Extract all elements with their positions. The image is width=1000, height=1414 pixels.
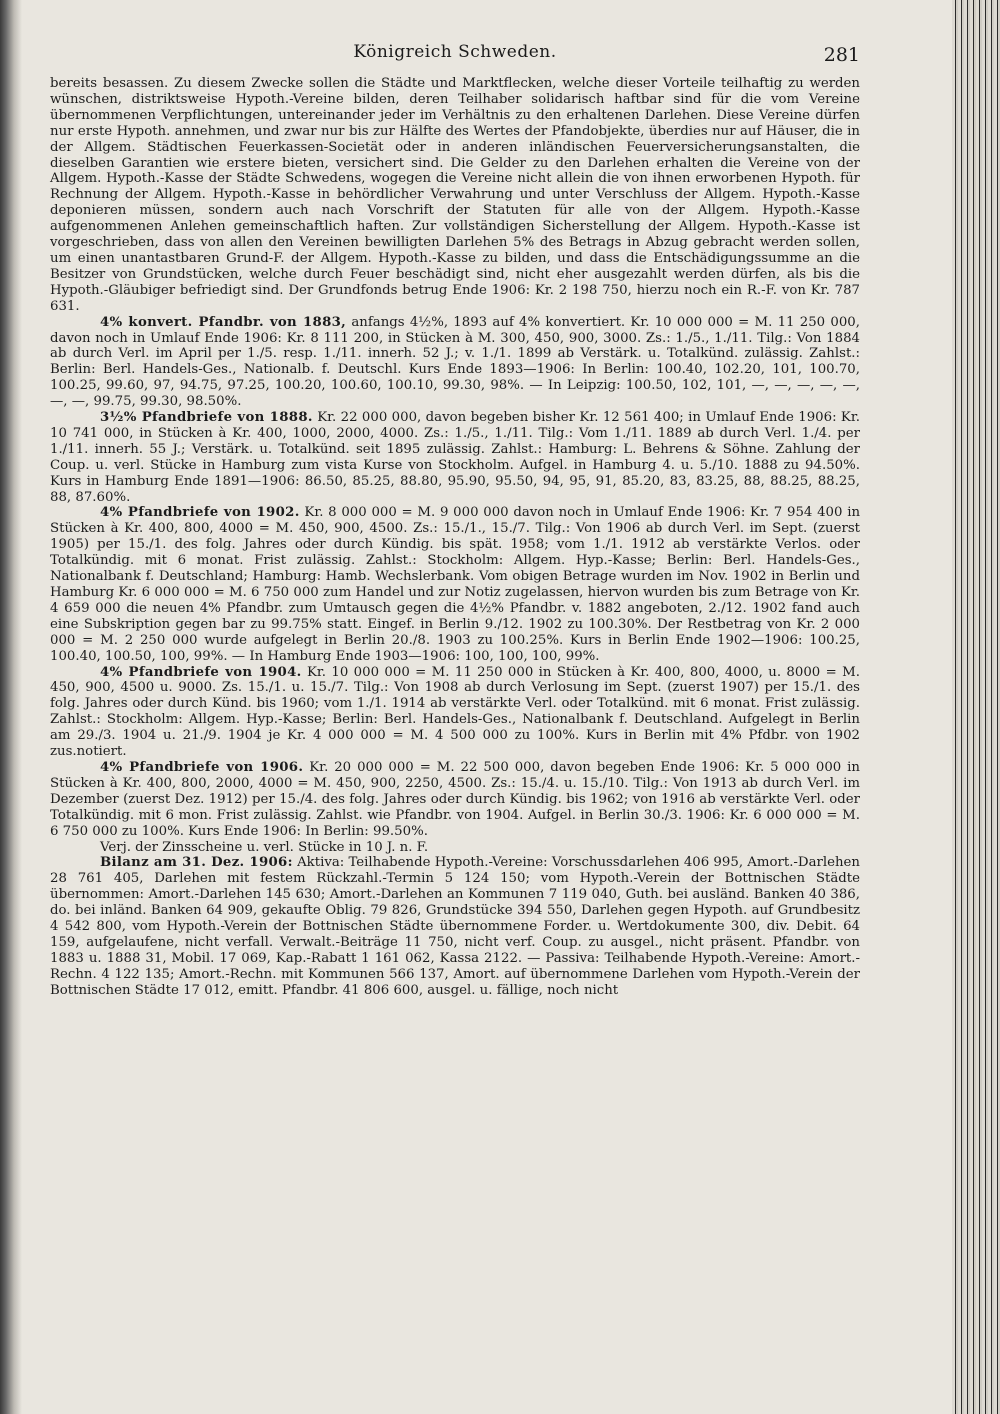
paragraph-pfandbr-1883 xyxy=(50,315,860,410)
paragraph-text: anfangs 4½%, 1893 auf 4% konvertiert. Kr. 10 000 000 = M. 11 250 000, davon noch in Umlauf Ende 1906: Kr. 8 111 200, in Stücken à M. 300, 450, 900, 3000. Zs.: 1./5., 1./11. Tilg.: Von 1884 ab durch Verl. im April per 1./5. resp. 1./11. innerh. 52 J.; v. 1./1. 1899 ab Verstärk. u. Totalkünd. zulässig. Zahlst.: Berlin: Berl. Handels-Ges., Nationalb. f. Deutschl. Kurs Ende 1893—1906: In Berlin: 100.40, 102.20, 101, 100.70, 100.25, 99.60, 97, 94.75, 97.25, 100.20, 100.60, 100.10, 99.30, 98%. — In Leipzig: 100.50, 102, 101, —, —, —, —, —, —, —, 99.75, 99.30, 98.50%. xyxy=(50,314,860,410)
paragraph-text: Kr. 8 000 000 = M. 9 000 000 davon noch in Umlauf Ende 1906: Kr. 7 954 400 in Stücken à Kr. 400, 800, 4000 = M. 450, 900, 4500. Zs.: 15./1., 15./7. Tilg.: Von 1906 ab durch Verl. im Sept. (zuerst 1905) per 15./1. des folg. Jahres oder durch Kündig. bis spät. 1958; vom 1./1. 1912 ab verstärkte Verlos. oder Totalkündig. mit 6 monat. Frist zulässig. Zahlst.: Stockholm: Allgem. Hyp.-Kasse; Berlin: Berl. Handels-Ges., Nationalbank f. Deutschland; Hamburg: Hamb. Wechslerbank. Vom obigen Betrage wurden im Nov. 1902 in Berlin und Hamburg Kr. 6 000 000 = M. 6 750 000 zum Handel und zur Notiz zugelassen, hiervon wurden bis zum Betrage von Kr. 4 659 000 die neuen 4% Pfandbr. zum Umtausch gegen die 4½% Pfandbr. v. 1882 angeboten, 2./12. 1902 fand auch eine Subskription gegen bar zu 99.75% statt. Eingef. in Berlin 9./12. 1902 zu 100.30%. Der Restbetrag von Kr. 2 000 000 = M. 2 250 000 wurde aufgelegt in Berlin 20./8. 1903 zu 100.25%. Kurs in Berlin Ende 1902—1906: 100.25, 100.40, 100.50, 100, 99%. — In Hamburg Ende 1903—1906: 100, 100, 100, 99%. xyxy=(50,505,861,664)
section-heading: 3½% Pfandbriefe von 1888. xyxy=(100,410,313,426)
page-number: 281 xyxy=(823,44,860,66)
section-heading: 4% Pfandbriefe von 1904. xyxy=(100,664,302,680)
paragraph-text: Verj. der Zinsscheine u. verl. Stücke in 10 J. n. F. xyxy=(100,839,429,855)
section-heading: 4% Pfandbriefe von 1906. xyxy=(100,759,304,775)
paragraph-intro xyxy=(50,76,860,315)
section-heading: 4% Pfandbriefe von 1902. xyxy=(100,505,300,521)
section-heading: 4% konvert. Pfandbr. von 1883, xyxy=(100,314,347,330)
paragraph-pfandbriefe-1906 xyxy=(50,760,860,840)
paragraph-text: Kr. 10 000 000 = M. 11 250 000 in Stücken à Kr. 400, 800, 4000, u. 8000 = M. 450, 900, 4500 u. 9000. Zs. 15./1. u. 15./7. Tilg.: Von 1908 ab durch Verlosung im Sept. (zuerst 1907) per 15./1. des folg. Jahres oder durch Künd. bis 1960; vom 1./1. 1914 ab verstärkte Verl. oder Totalkünd. mit 6 monat. Frist zulässig. Zahlst.: Stockholm: Allgem. Hyp.-Kasse; Berlin: Berl. Handels-Ges., Nationalbank f. Deutschland. Aufgelegt in Berlin am 29./3. 1904 u. 21./9. 1904 je Kr. 4 000 000 = M. 4 500 000 zu 100%. Kurs in Berlin mit 4% Pfdbr. von 1902 zus.notiert. xyxy=(50,664,860,760)
section-heading: Bilanz am 31. Dez. 1906: xyxy=(100,855,293,871)
paragraph-bilanz xyxy=(50,855,860,998)
paragraph-text: Aktiva: Teilhabende Hypoth.-Vereine: Vorschussdarlehen 406 995, Amort.-Darlehen 28 761 405, Darlehen mit festem Rückzahl.-Termin 5 124 150; vom Hypoth.-Verein der Bottnischen Städte übernommen: Amort.-Darlehen 145 630; Amort.-Darlehen an Kommunen 7 119 040, Guth. bei ausländ. Banken 40 386, do. bei inländ. Banken 64 909, gekaufte Oblig. 79 826, Grundstücke 394 550, Darlehen gegen Hypoth. auf Grundbesitz 4 542 800, vom Hypoth.-Verein der Bottnischen Städte übernommene Forder. u. Wertdokumente 300, div. Debit. 64 159, aufgelaufene, nicht verfall. Verwalt.-Beiträge 11 750, nicht verf. Coup. zu ausgel., nicht präsent. Pfandbr. von 1883 u. 1888 31, Mobil. 17 069, Kap.-Rabatt 1 161 062, Kassa 2122. — Passiva: Teilhabende Hypoth.-Vereine: Amort.-Rechn. 4 122 135; Amort.-Rechn. mit Kommunen 566 137, Amort. auf übernommene Darlehen vom Hypoth.-Verein der Bottnischen Städte 17 012, emitt. Pfandbr. 41 806 600, ausgel. u. fällige, noch nicht xyxy=(50,855,860,998)
running-title: Königreich Schweden. xyxy=(353,42,557,62)
running-head xyxy=(50,36,860,76)
paragraph-pfandbriefe-1904 xyxy=(50,665,860,760)
book-page xyxy=(50,36,860,999)
paragraph-text: Kr. 22 000 000, davon begeben bisher Kr. 12 561 400; in Umlauf Ende 1906: Kr. 10 741 000, in Stücken à Kr. 400, 1000, 2000, 4000. Zs.: 1./5., 1./11. Tilg.: Vom 1./11. 1889 ab durch Verl. 1./4. per 1./11. innerh. 55 J.; Verstärk. u. Totalkünd. seit 1895 zulässig. Zahlst.: Hamburg: L. Behrens & Söhne. Zahlung der Coup. u. verl. Stücke in Hamburg zum vista Kurse von Stockholm. Aufgel. in Hamburg 4. u. 5./10. 1888 zu 94.50%. Kurs in Hamburg Ende 1891—1906: 86.50, 85.25, 88.80, 95.90, 95.50, 94, 95, 91, 85.20, 83, 83.25, 88, 88.25, 88.25, 88, 87.60%. xyxy=(50,410,860,505)
scan-left-edge xyxy=(0,0,22,1414)
paragraph-verjaehrung xyxy=(50,840,860,856)
scan-right-edge xyxy=(952,0,1000,1414)
paragraph-text: Kr. 20 000 000 = M. 22 500 000, davon begeben Ende 1906: Kr. 5 000 000 in Stücken à Kr. 400, 800, 2000, 4000 = M. 450, 900, 2250, 4500. Zs.: 15./4. u. 15./10. Tilg.: Von 1913 ab durch Verl. im Dezember (zuerst Dez. 1912) per 15./4. des folg. Jahres oder durch Kündig. bis 1962; von 1916 ab verstärkte Verl. oder Totalkündig. mit 6 mon. Frist zulässig. Zahlst. wie Pfandbr. von 1904. Aufgel. in Berlin 30./3. 1906: Kr. 6 000 000 = M. 6 750 000 zu 100%. Kurs Ende 1906: In Berlin: 99.50%. xyxy=(50,759,860,839)
paragraph-text: bereits besassen. Zu diesem Zwecke sollen die Städte und Marktflecken, welche dieser Vorteile teilhaftig zu werden wünschen, distriktsweise Hypoth.-Vereine bilden, deren Teilhaber solidarisch haftbar sind für die vom Vereine übernommenen Verpflichtungen, untereinander jeder im Verhältnis zu den erhaltenen Darlehen. Diese Vereine dürfen nur erste Hypoth. annehmen, und zwar nur bis zur Hälfte des Wertes der Pfandobjekte, überdies nur auf Häuser, die in der Allgem. Städtischen Feuerkassen-Societät oder in anderen inländischen Feuerversicherungsanstalten, die dieselben Garantien wie erstere bieten, versichert sind. Die Gelder zu den Darlehen erhalten die Vereine von der Allgem. Hypoth.-Kasse der Städte Schwedens, wogegen die Vereine nicht allein die von ihnen erworbenen Hypoth. für Rechnung der Allgem. Hypoth.-Kasse in behördlicher Verwahrung und unter Verschluss der Allgem. Hypoth.-Kasse deponieren müssen, sondern auch nach Vorschrift der Statuten für alle von der Allgem. Hypoth.-Kasse aufgenommenen Anlehen gemeinschaftlich haften. Zur vollständigen Sicherstellung der Allgem. Hypoth.-Kasse ist vorgeschrieben, dass von allen den Vereinen bewilligten Darlehen 5% des Betrags in Abzug gebracht werden sollen, um einen unantastbaren Grund-F. der Allgem. Hypoth.-Kasse zu bilden, und dass die Entschädigungssumme an die Besitzer von Grundstücken, welche durch Feuer beschädigt sind, nicht eher ausgezahlt werden dürfen, als bis die Hypoth.-Gläubiger befriedigt sind. Der Grundfonds betrug Ende 1906: Kr. 2 198 750, hierzu noch ein R.-F. von Kr. 787 631. xyxy=(50,76,860,314)
body-text xyxy=(50,76,860,999)
paragraph-pfandbriefe-1888 xyxy=(50,410,860,505)
paragraph-pfandbriefe-1902 xyxy=(50,505,860,664)
